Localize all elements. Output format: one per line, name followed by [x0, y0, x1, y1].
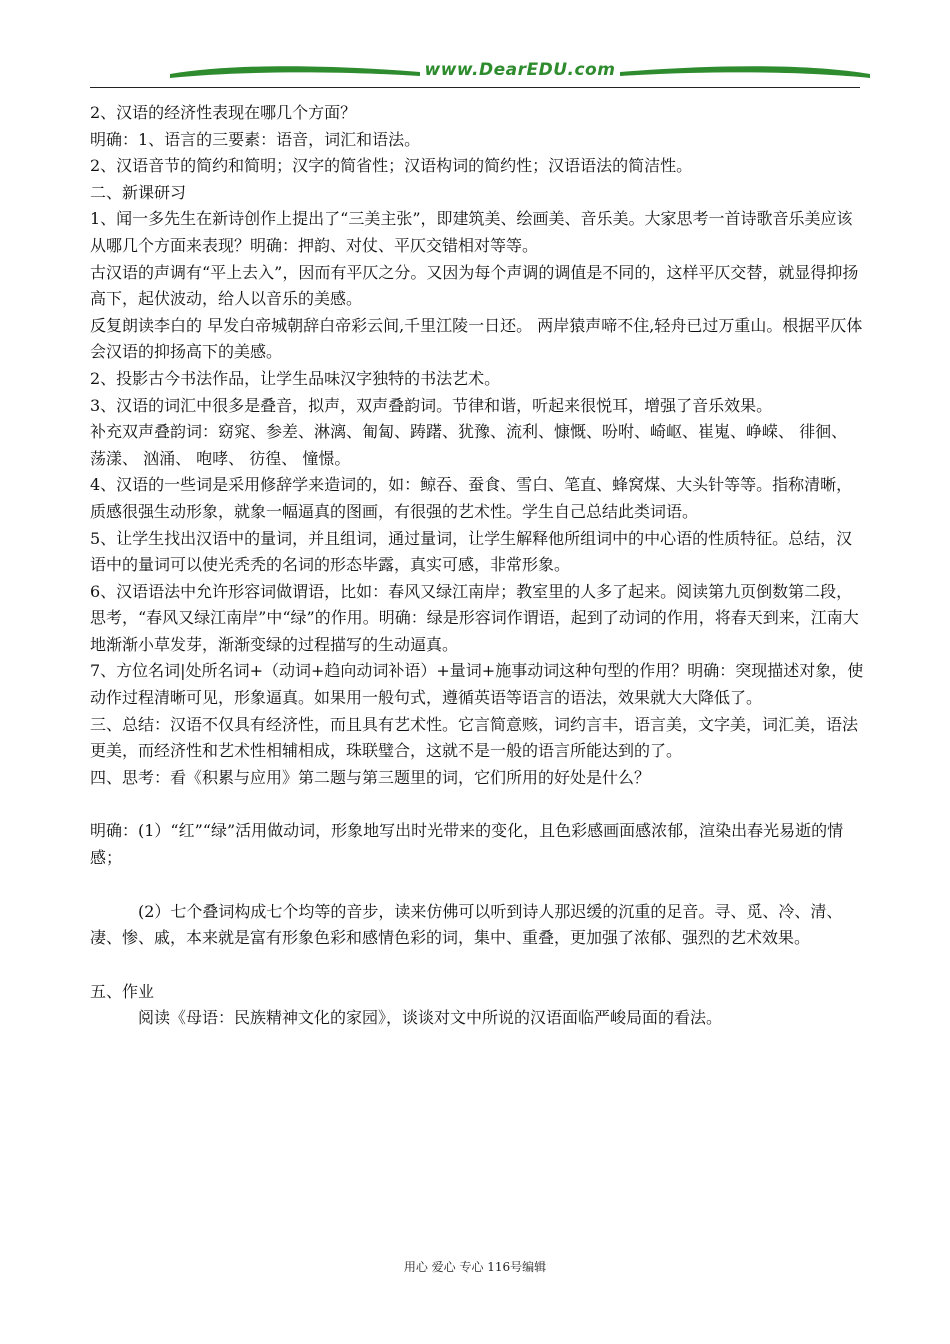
- paragraph: 明确：(1）“红”“绿”活用做动词，形象地写出时光带来的变化，且色彩感画面感浓郁，渲染出春光易逝的情感；: [90, 821, 844, 868]
- paragraph: 3、汉语的词汇中很多是叠音，拟声，双声叠韵词。节律和谐，听起来很悦耳，增强了音乐效果。: [90, 395, 773, 415]
- header-rule: [90, 87, 860, 88]
- page-header: [90, 58, 860, 90]
- paragraph: 2、投影古今书法作品，让学生品味汉字独特的书法艺术。: [90, 368, 501, 388]
- paragraph: 2、汉语音节的简约和简明；汉字的简省性；汉语构词的简约性；汉语语法的简洁性。: [90, 156, 693, 176]
- site-logo: [170, 60, 870, 84]
- paragraph: 三、总结：汉语不仅具有经济性，而且具有艺术性。它言简意赅，词约言丰，语言美，文字美，词汇美，语法更美，而经济性和艺术性相辅相成，珠联璧合，这就不是一般的语言所能达到的了。: [90, 714, 859, 761]
- paragraph: 1、闻一多先生在新诗创作上提出了“三美主张”，即建筑美、绘画美、音乐美。大家思考一首诗歌音乐美应该从哪几个方面来表现？明确：押韵、对仗、平仄交错相对等等。: [90, 209, 853, 255]
- paragraph: (2）七个叠词构成七个均等的音步，读来仿佛可以听到诗人那迟缓的沉重的足音。寻、觅、冷、清、凄、惨、戚，本来就是富有形象色彩和感情色彩的词，集中、重叠，更加强了浓郁、强烈的艺术效果。: [90, 901, 843, 948]
- paragraph: 补充双声叠韵词：窈窕、参差、淋漓、匍匐、踌躇、犹豫、流利、慷慨、吩咐、崎岖、崔嵬、峥嵘、 徘徊、 荡漾、 汹涌、 咆哮、 彷徨、 憧憬。: [90, 422, 848, 468]
- document-body: [90, 100, 865, 1032]
- paragraph: 古汉语的声调有“平上去入”，因而有平仄之分。又因为每个声调的调值是不同的，这样平仄交替，就显得抑扬高下，起伏波动，给人以音乐的美感。: [90, 262, 859, 309]
- spacer: [90, 791, 865, 818]
- paragraph: 明确：1、语言的三要素：语音，词汇和语法。: [90, 129, 421, 149]
- logo-text: www.DearEDU.com: [424, 60, 616, 80]
- paragraph: 2、汉语的经济性表现在哪几个方面？: [90, 103, 357, 122]
- page-footer: 用心 爱心 专心 116号编辑: [403, 1260, 547, 1274]
- paragraph: 5、让学生找出汉语中的量词，并且组词，通过量词，让学生解释他所组词中的中心语的性质特征。总结，汉语中的量词可以使光秃秃的名词的形态毕露，真实可感，非常形象。: [90, 528, 853, 575]
- paragraph: 反复朗读李白的 早发白帝城朝辞白帝彩云间,千里江陵一日还。 两岸猿声啼不住,轻舟已过万重山。根据平仄体会汉语的抑扬高下的美感。: [90, 315, 863, 362]
- section-heading: 二、新课研习: [90, 182, 187, 202]
- paragraph: 6、汉语语法中允许形容词做谓语，比如：春风又绿江南岸；教室里的人多了起来。阅读第九页倒数第二段，思考，“春风又绿江南岸”中“绿”的作用。明确：绿是形容词作谓语，起到了动词的作用，将春天到来，江南大地渐渐小草发芽，渐渐变绿的过程描写的生动逼真。: [90, 581, 859, 654]
- paragraph: 4、汉语的一些词是采用修辞学来造词的，如：鲸吞、蚕食、雪白、笔直、蜂窝煤、大头针等等。指称清晰，质感很强生动形象，就象一幅逼真的图画，有很强的艺术性。学生自己总结此类词语。: [90, 475, 853, 521]
- paragraph: 7、方位名词|处所名词+（动词+趋向动词补语）+量词+施事动词这种句型的作用？明确：突现描述对象，使动作过程清晰可见，形象逼真。如果用一般句式，遵循英语等语言的语法，效果就大大降低了。: [90, 661, 864, 708]
- spacer: [90, 952, 865, 979]
- paragraph: 阅读《母语：民族精神文化的家园》，谈谈对文中所说的汉语面临严峻局面的看法。: [138, 1008, 723, 1028]
- section-heading: 四、思考：看《积累与应用》第二题与第三题里的词，它们所用的好处是什么？: [90, 767, 651, 787]
- spacer: [90, 872, 865, 899]
- section-heading: 五、作业: [90, 981, 155, 1001]
